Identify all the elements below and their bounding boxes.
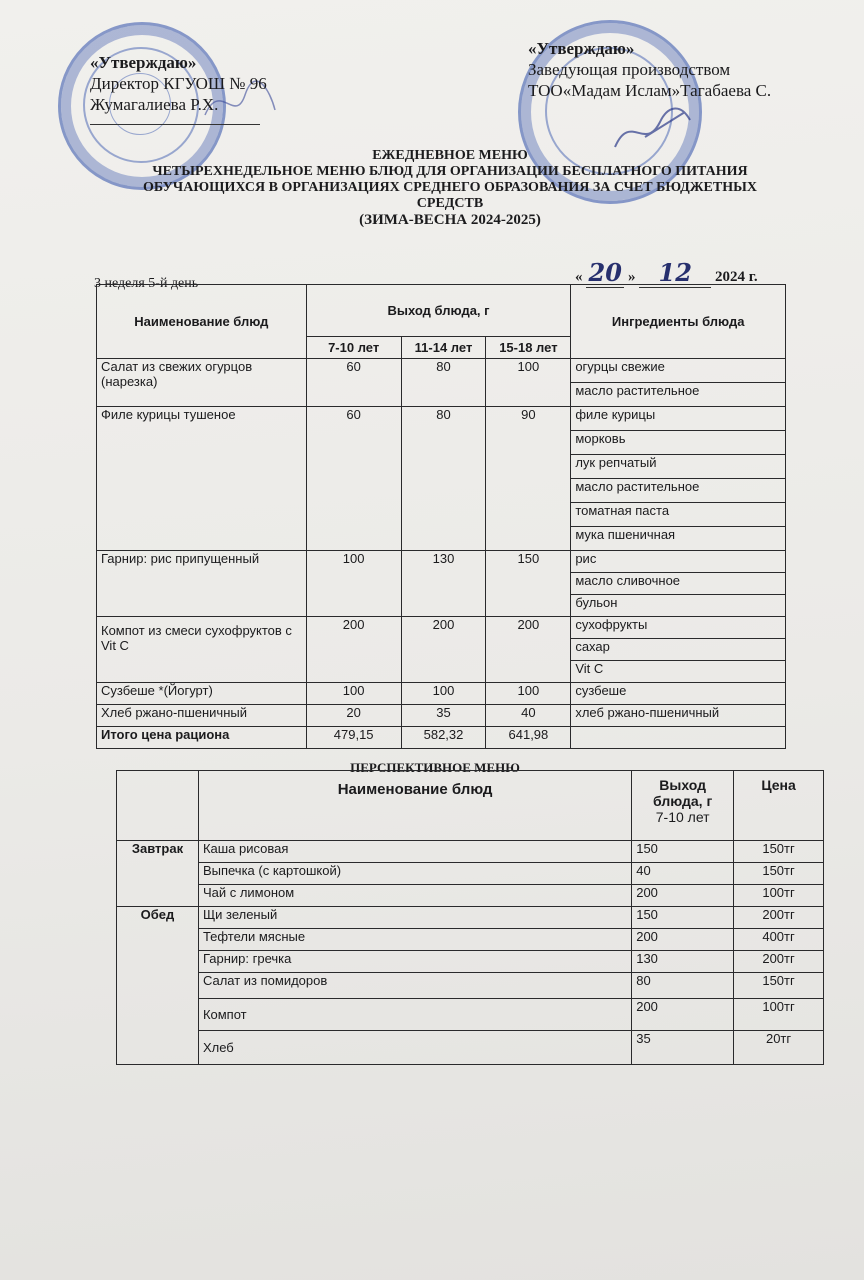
- daily-menu-table: [96, 284, 786, 749]
- ingredient: сахар: [571, 639, 786, 661]
- ingredient: хлеб ржано-пшеничный: [571, 705, 786, 727]
- ingredient: рис: [571, 551, 786, 573]
- approval-right-org: ТОО«Мадам Ислам»Тагабаева С.: [528, 81, 772, 100]
- ingredient: масло растительное: [571, 383, 786, 407]
- perspective-title: ПЕРСПЕКТИВНОЕ МЕНЮ: [350, 760, 520, 775]
- header-dish: Наименование блюд: [97, 285, 307, 359]
- dish-name: Выпечка (с картошкой): [198, 863, 631, 885]
- price-value: 100тг: [734, 999, 824, 1031]
- ingredient: сухофрукты: [571, 617, 786, 639]
- ingredient: томатная паста: [571, 503, 786, 527]
- ingredient: сузбеше: [571, 683, 786, 705]
- ingredient: масло сливочное: [571, 573, 786, 595]
- yield-value: 150: [632, 907, 734, 929]
- yield-value: 150: [632, 841, 734, 863]
- table-row: [97, 359, 786, 383]
- header-age-1: 7-10 лет: [306, 337, 401, 359]
- yield-value: 200: [632, 999, 734, 1031]
- title-line-3: ОБУЧАЮЩИХСЯ В ОРГАНИЗАЦИЯХ СРЕДНЕГО ОБРАЗОВАНИЯ ЗА СЧЕТ БЮДЖЕТНЫХ: [143, 180, 757, 195]
- yield-value: 80: [632, 973, 734, 999]
- table-row: [97, 705, 786, 727]
- price-value: 100тг: [734, 885, 824, 907]
- yield-value: 150: [486, 551, 571, 617]
- approval-right-heading: «Утверждаю»: [528, 39, 635, 58]
- yield-value: 200: [401, 617, 486, 683]
- yield-value: 100: [486, 359, 571, 407]
- yield-value: 130: [401, 551, 486, 617]
- total-row: [97, 727, 786, 749]
- total-value-2: 582,32: [401, 727, 486, 749]
- table-row: [117, 929, 824, 951]
- yield-value: 90: [486, 407, 571, 551]
- table-row: [117, 841, 824, 863]
- header-dish: Наименование блюд: [198, 771, 631, 841]
- yield-value: 130: [632, 951, 734, 973]
- yield-value: 200: [632, 929, 734, 951]
- date-close-quote: »: [628, 269, 636, 285]
- approval-right-position: Заведующая производством: [528, 60, 731, 79]
- dish-name: Гарнир: гречка: [198, 951, 631, 973]
- yield-value: 200: [486, 617, 571, 683]
- approval-left-underline: [90, 124, 260, 125]
- table-row: [117, 863, 824, 885]
- dish-name: Каша рисовая: [198, 841, 631, 863]
- approval-left: [90, 52, 267, 115]
- table-row: [97, 551, 786, 573]
- document-title: [100, 148, 800, 228]
- price-value: 200тг: [734, 951, 824, 973]
- table-row: [117, 885, 824, 907]
- yield-value: 40: [486, 705, 571, 727]
- header-price: Цена: [734, 771, 824, 841]
- total-value-1: 479,15: [306, 727, 401, 749]
- yield-value: 20: [306, 705, 401, 727]
- dish-name: Салат из свежих огурцов (нарезка): [97, 359, 307, 407]
- yield-value: 35: [632, 1031, 734, 1065]
- yield-value: 100: [306, 683, 401, 705]
- dish-name: Филе курицы тушеное: [97, 407, 307, 551]
- date-day: 20: [586, 258, 624, 288]
- header-yield: [632, 771, 734, 841]
- title-line-1: ЕЖЕДНЕВНОЕ МЕНЮ: [372, 148, 528, 163]
- title-line-2: ЧЕТЫРЕХНЕДЕЛЬНОЕ МЕНЮ БЛЮД ДЛЯ ОРГАНИЗАЦИИ БЕСПЛАТНОГО ПИТАНИЯ: [152, 164, 748, 179]
- date-year: 2024 г.: [715, 269, 758, 285]
- table-row: [117, 1031, 824, 1065]
- approval-right: [528, 38, 771, 101]
- approval-left-heading: «Утверждаю»: [90, 53, 197, 72]
- meal-lunch: Обед: [117, 907, 199, 1065]
- date-month: 12: [639, 258, 711, 288]
- dish-name: Компот: [198, 999, 631, 1031]
- header-yield: Выход блюда, г: [306, 285, 571, 337]
- dish-name: Компот из смеси сухофруктов с Vit C: [97, 617, 307, 683]
- dish-name: Сузбеше *(Йогурт): [97, 683, 307, 705]
- table-row: [97, 617, 786, 639]
- header-yield-label: Выход блюда, г: [653, 777, 713, 809]
- yield-value: 80: [401, 407, 486, 551]
- table-row: [97, 407, 786, 431]
- ingredient: морковь: [571, 431, 786, 455]
- table-row: [117, 951, 824, 973]
- perspective-menu-table: [116, 770, 824, 1065]
- dish-name: Салат из помидоров: [198, 973, 631, 999]
- header-meal: [117, 771, 199, 841]
- header-age-3: 15-18 лет: [486, 337, 571, 359]
- yield-value: 200: [306, 617, 401, 683]
- price-value: 150тг: [734, 841, 824, 863]
- price-value: 20тг: [734, 1031, 824, 1065]
- yield-value: 100: [306, 551, 401, 617]
- approval-left-name: Жумагалиева Р.Х.: [90, 95, 219, 114]
- ingredient: масло растительное: [571, 479, 786, 503]
- dish-name: Чай с лимоном: [198, 885, 631, 907]
- title-line-4: СРЕДСТВ: [416, 196, 484, 211]
- ingredient: филе курицы: [571, 407, 786, 431]
- yield-value: 100: [486, 683, 571, 705]
- meal-breakfast: Завтрак: [117, 841, 199, 907]
- price-value: 150тг: [734, 863, 824, 885]
- total-value-3: 641,98: [486, 727, 571, 749]
- total-empty-cell: [571, 727, 786, 749]
- table-row: [117, 999, 824, 1031]
- table-row: [97, 683, 786, 705]
- table-row: [117, 973, 824, 999]
- header-ingredients: Ингредиенты блюда: [571, 285, 786, 359]
- yield-value: 200: [632, 885, 734, 907]
- ingredient: Vit C: [571, 661, 786, 683]
- ingredient: мука пшеничная: [571, 527, 786, 551]
- dish-name: Гарнир: рис припущенный: [97, 551, 307, 617]
- header-age-2: 11-14 лет: [401, 337, 486, 359]
- ingredient: огурцы свежие: [571, 359, 786, 383]
- ingredient: бульон: [571, 595, 786, 617]
- yield-value: 100: [401, 683, 486, 705]
- title-line-5: (ЗИМА-ВЕСНА 2024-2025): [359, 212, 541, 228]
- price-value: 400тг: [734, 929, 824, 951]
- yield-value: 60: [306, 407, 401, 551]
- header-yield-age: 7-10 лет: [655, 809, 710, 825]
- approval-left-position: Директор КГУОШ № 96: [90, 74, 267, 93]
- dish-name: Хлеб: [198, 1031, 631, 1065]
- dish-name: Щи зеленый: [198, 907, 631, 929]
- yield-value: 80: [401, 359, 486, 407]
- price-value: 150тг: [734, 973, 824, 999]
- total-label: Итого цена рациона: [97, 727, 307, 749]
- price-value: 200тг: [734, 907, 824, 929]
- date-open-quote: «: [575, 269, 583, 285]
- table-row: [117, 907, 824, 929]
- yield-value: 60: [306, 359, 401, 407]
- dish-name: Тефтели мясные: [198, 929, 631, 951]
- week-day-label: 3 неделя 5-й день: [94, 276, 199, 291]
- yield-value: 40: [632, 863, 734, 885]
- dish-name: Хлеб ржано-пшеничный: [97, 705, 307, 727]
- yield-value: 35: [401, 705, 486, 727]
- ingredient: лук репчатый: [571, 455, 786, 479]
